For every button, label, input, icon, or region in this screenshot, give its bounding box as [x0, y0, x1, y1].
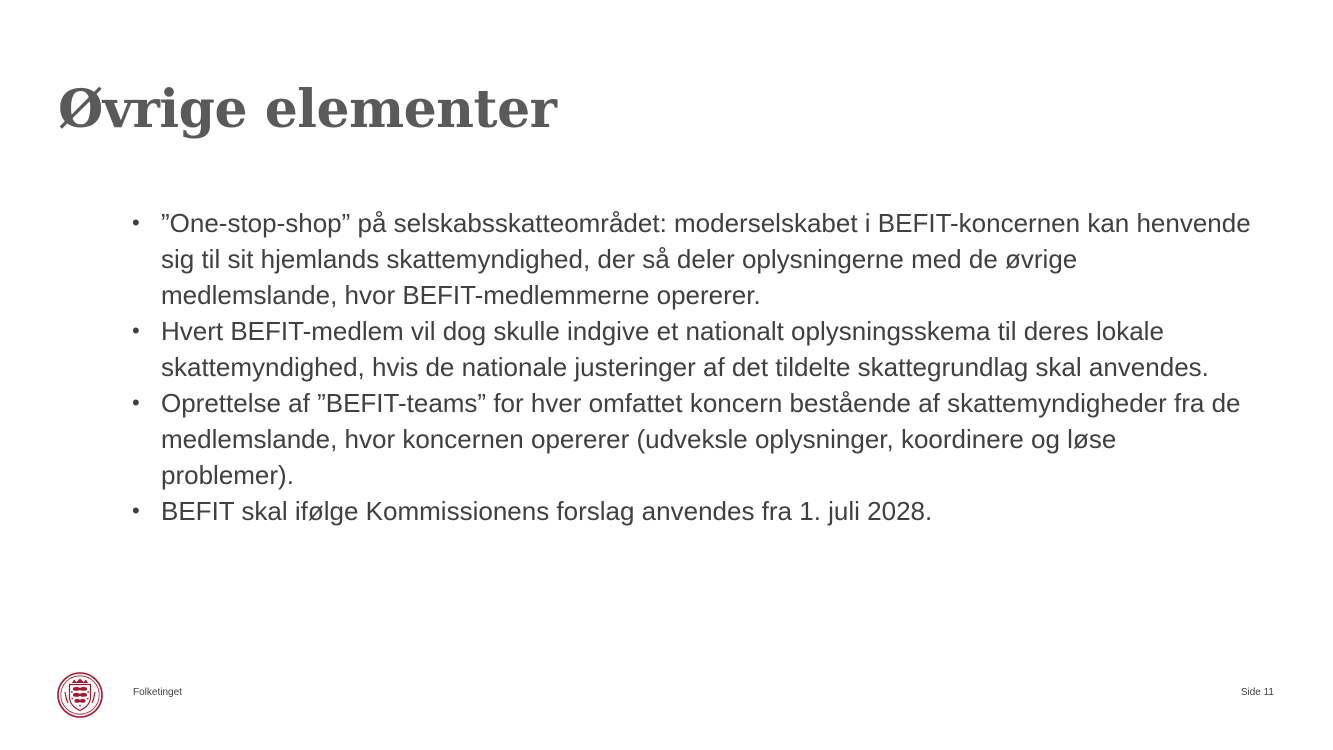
bullet-item-national-form: • Hvert BEFIT-medlem vil dog skulle indgive et nationalt oplysningsskema til deres lokale skattemyndighed, hvis de nationale justeringer af det tildelte skattegrundlag skal anvendes. [132, 313, 1252, 385]
bullet-item-one-stop-shop: • ”One-stop-shop” på selskabsskatteområdet: moderselskabet i BEFIT-koncernen kan henvende sig til sit hjemlands skattemyndighed, der så deler oplysningerne med de øvrige medlemslande, hvor BEFIT-medlemmerne opererer. [132, 205, 1252, 313]
bullet-item-application-date: • BEFIT skal ifølge Kommissionens forslag anvendes fra 1. juli 2028. [132, 493, 1252, 529]
folketinget-seal-icon [57, 672, 103, 718]
footer-organization: Folketinget [133, 687, 182, 698]
bullet-item-befit-teams: • Oprettelse af ”BEFIT-teams” for hver omfattet koncern bestående af skattemyndigheder fra de medlemslande, hvor koncernen opererer (udveksle oplysninger, koordinere og løse problemer). [132, 385, 1252, 493]
page-number: Side 11 [1240, 687, 1274, 698]
slide-title: Øvrige elementer [58, 79, 557, 140]
bullet-list [132, 205, 1252, 529]
